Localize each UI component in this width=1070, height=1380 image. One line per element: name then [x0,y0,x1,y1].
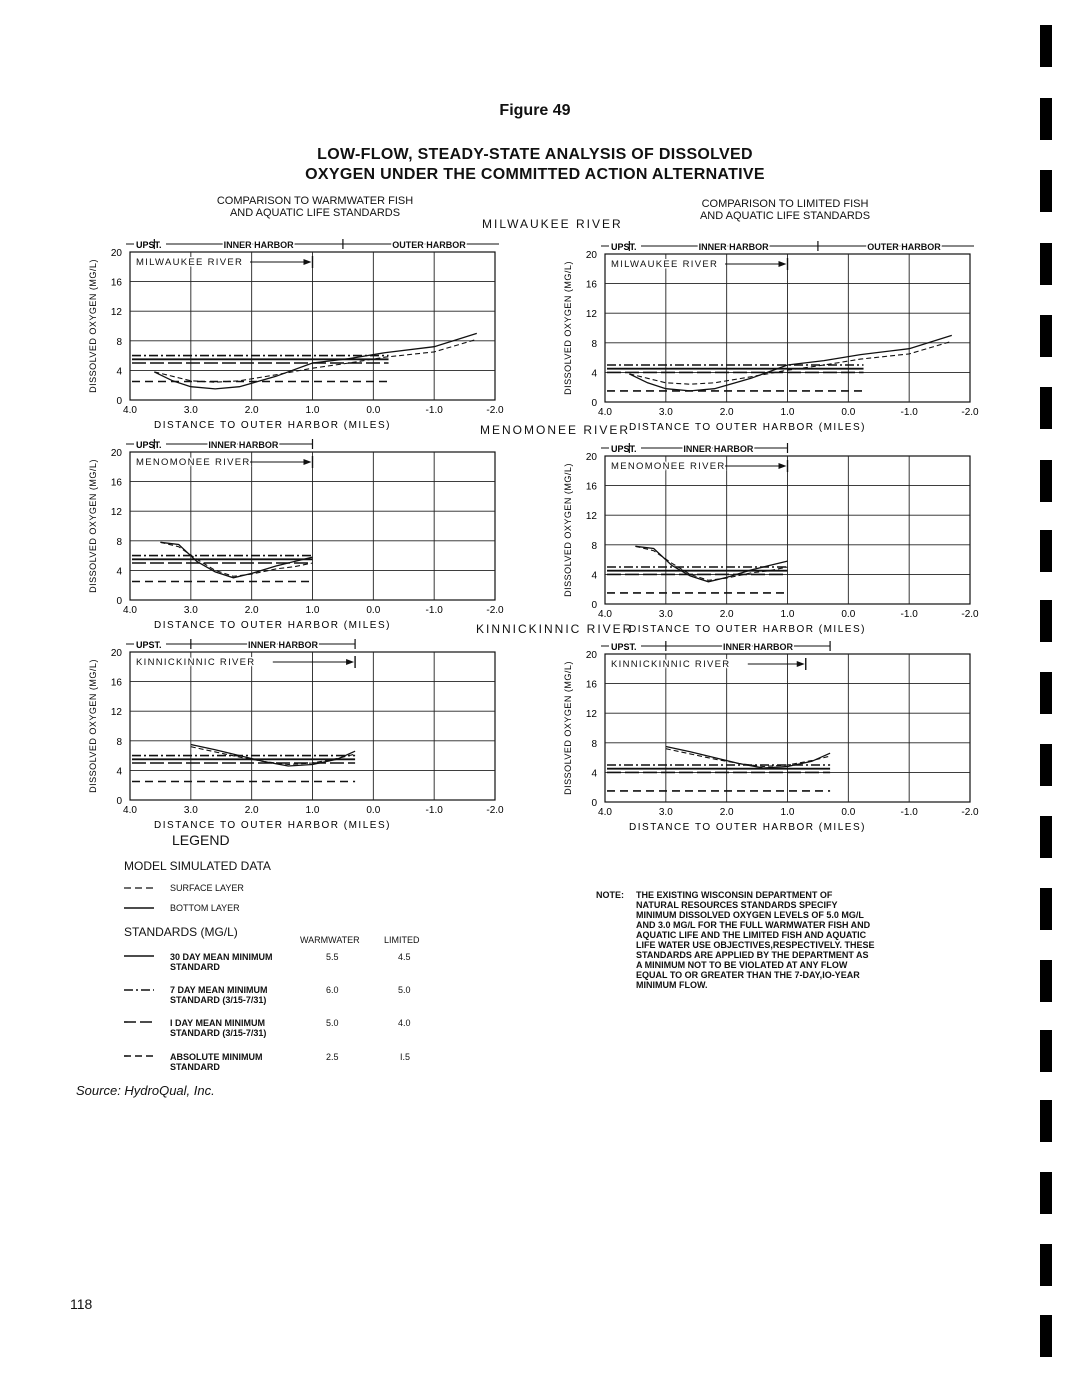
legend-standard-samples [124,950,160,1065]
river-label: KINNICKINNIC RIVER [136,657,256,668]
x-tick-label: -2.0 [486,405,504,416]
y-tick-label: 20 [110,248,122,259]
y-tick-label: 20 [585,250,597,261]
legend-row-label: ABSOLUTE MINIMUM [170,1052,263,1062]
y-tick-label: 4 [591,368,597,380]
left-header-line2: AND AQUATIC LIFE STANDARDS [229,207,401,219]
y-tick-label: 12 [585,709,597,721]
y-tick-label: 12 [585,309,597,321]
y-tick-label: 0 [116,396,122,407]
legend-line-samples [124,884,160,914]
y-tick-label: 20 [585,452,597,463]
x-tick-label: -2.0 [961,807,979,818]
legend-row-sublabel: STANDARD [170,962,220,972]
river-heading-menomonee: MENOMONEE RIVER [480,423,631,437]
x-tick-label: 3.0 [183,805,198,816]
river-heading-kinnickinnic: KINNICKINNIC RIVER [476,622,634,636]
y-axis-label: DISSOLVED OXYGEN (MG/L) [88,459,98,593]
series-surface-layer [629,341,952,384]
reach-label-inner-harbor: INNER HARBOR [223,240,294,250]
chart-kinnickinnic-limited [555,634,995,839]
x-axis-label: DISTANCE TO OUTER HARBOR (MILES) [154,620,391,631]
reach-label-upstream: UPST. [136,440,162,450]
y-tick-label: 0 [116,596,122,607]
y-tick-label: 8 [591,338,597,350]
x-tick-label: -1.0 [425,805,443,816]
legend-row-label: I DAY MEAN MINIMUM [170,1018,266,1028]
source-credit: Source: HydroQual, Inc. [76,1083,215,1098]
river-heading-milwaukee: MILWAUKEE RIVER [482,217,623,231]
reach-label-outer-harbor: OUTER HARBOR [392,240,466,250]
reach-label-upstream: UPST. [136,640,162,650]
x-tick-label: 0.0 [841,407,856,418]
x-tick-label: -1.0 [900,807,918,818]
legend-row-label: 30 DAY MEAN MINIMUM [170,952,273,962]
reach-label-inner-harbor: INNER HARBOR [683,444,754,454]
y-tick-label: 4 [591,768,597,780]
series-bottom-layer [154,333,477,389]
series-surface-layer [635,546,787,580]
right-column-header [650,198,920,222]
x-tick-label: 0.0 [841,609,856,620]
legend-surface-label: SURFACE LAYER [170,883,244,893]
x-tick-label: 0.0 [366,405,381,416]
reach-label-upstream: UPST. [611,642,637,652]
river-arrow-head [779,261,787,267]
legend-col-warmwater: WARMWATER [300,935,360,945]
right-header-line1: COMPARISON TO LIMITED FISH [701,198,869,210]
x-tick-label: 0.0 [841,807,856,818]
river-arrow-head [304,459,312,465]
river-arrow-head [304,259,312,265]
y-axis-label: DISSOLVED OXYGEN (MG/L) [88,659,98,793]
x-tick-label: 1.0 [305,405,320,416]
y-tick-label: 16 [585,481,597,493]
y-tick-label: 20 [585,650,597,661]
note-label: NOTE: [596,890,624,900]
figure-title-line1: LOW-FLOW, STEADY-STATE ANALYSIS OF DISSOLVED [317,146,753,163]
y-tick-label: 16 [110,277,122,289]
y-tick-label: 4 [116,566,122,578]
legend-bottom-label: BOTTOM LAYER [170,903,240,913]
y-axis-label: DISSOLVED OXYGEN (MG/L) [563,261,573,395]
y-axis-label: DISSOLVED OXYGEN (MG/L) [563,661,573,795]
x-tick-label: 3.0 [183,605,198,616]
x-axis-label: DISTANCE TO OUTER HARBOR (MILES) [629,822,866,833]
chart-milwaukee-warmwater [80,232,520,437]
y-tick-label: 16 [585,279,597,291]
x-axis-label: DISTANCE TO OUTER HARBOR (MILES) [154,420,391,431]
x-tick-label: 1.0 [305,805,320,816]
y-tick-label: 12 [110,307,122,319]
x-axis-label: DISTANCE TO OUTER HARBOR (MILES) [154,820,391,831]
legend-row-sublabel: STANDARD (3/15-7/31) [170,995,267,1005]
x-tick-label: -1.0 [425,605,443,616]
y-tick-label: 12 [110,507,122,519]
legend-model-heading: MODEL SIMULATED DATA [124,859,271,873]
chart-menomonee-warmwater [80,432,520,637]
y-tick-label: 4 [116,766,122,778]
x-tick-label: 2.0 [244,605,259,616]
left-column-header [180,195,450,219]
x-tick-label: 0.0 [366,805,381,816]
x-tick-label: 4.0 [123,605,137,616]
left-header-line1: COMPARISON TO WARMWATER FISH [216,195,414,207]
reach-label-inner-harbor: INNER HARBOR [722,642,793,652]
x-tick-label: -1.0 [900,407,918,418]
river-arrow-head [797,661,805,667]
legend-row-30day [170,952,273,972]
river-label: MENOMONEE RIVER [136,457,251,468]
figure-title-line2: OXYGEN UNDER THE COMMITTED ACTION ALTERNATIVE [305,166,765,183]
reach-label-upstream: UPST. [611,242,637,252]
river-label: MILWAUKEE RIVER [611,259,719,270]
reach-label-upstream: UPST. [136,240,162,250]
x-tick-label: 4.0 [598,609,612,620]
y-tick-label: 8 [116,536,122,548]
y-tick-label: 0 [591,398,597,409]
x-tick-label: 3.0 [658,407,673,418]
legend-row-sublabel: STANDARD (3/15-7/31) [170,1028,267,1038]
figure-label: Figure 49 [499,102,571,119]
reach-label-upstream: UPST. [611,444,637,454]
y-tick-label: 16 [110,677,122,689]
y-axis-label: DISSOLVED OXYGEN (MG/L) [563,463,573,597]
x-tick-label: 0.0 [366,605,381,616]
y-tick-label: 4 [116,366,122,378]
y-tick-label: 4 [591,570,597,582]
x-tick-label: 1.0 [780,609,795,620]
y-tick-label: 20 [110,448,122,459]
x-tick-label: 2.0 [719,609,734,620]
legend-value-warm-30day: 5.5 [326,952,339,962]
x-tick-label: 3.0 [658,609,673,620]
y-tick-label: 8 [591,738,597,750]
x-axis-label: DISTANCE TO OUTER HARBOR (MILES) [629,422,866,433]
x-tick-label: 1.0 [780,807,795,818]
y-tick-label: 12 [110,707,122,719]
reach-label-outer-harbor: OUTER HARBOR [867,242,941,252]
river-label: MILWAUKEE RIVER [136,257,244,268]
y-axis-label: DISSOLVED OXYGEN (MG/L) [88,259,98,393]
x-tick-label: -2.0 [486,605,504,616]
series-bottom-layer [635,546,787,582]
legend-value-lim-30day: 4.5 [398,952,411,962]
series-bottom-layer [629,335,952,391]
series-surface-layer [154,339,477,382]
y-tick-label: 20 [110,648,122,659]
x-axis-label: DISTANCE TO OUTER HARBOR (MILES) [629,624,866,635]
y-tick-label: 8 [116,736,122,748]
note-text: THE EXISTING WISCONSIN DEPARTMENT OF NATURAL RESOURCES STANDARDS SPECIFY MINIMUM DISSOLVED OXYGEN LEVELS OF 5.0 MG/L AND 3.0 MG/L FOR THE FULL WARMWATER FISH AND AQUATIC LIFE AND THE LIMITED FISH AND AQUATIC LIFE WATER USE OBJECTIVES,RESPECTIVELY. THESE STANDARDS ARE APPLIED BY THE DEPARTMENT AS A MINIMUM NOT TO BE VIOLATED AT ANY FLOW EQUAL TO OR GREATER THAN THE 7-DAY,IO-YEAR MINIMUM FLOW. [636,890,875,990]
y-tick-label: 12 [585,511,597,523]
legend-row-7day [170,985,268,1005]
legend-value-lim-absolute: I.5 [400,1052,411,1062]
river-arrow-head [779,463,787,469]
legend-standards-heading: STANDARDS (MG/L) [124,925,238,939]
y-tick-label: 8 [116,336,122,348]
river-label: MENOMONEE RIVER [611,461,726,472]
chart-kinnickinnic-warmwater [80,632,520,837]
chart-milwaukee-limited [555,234,995,439]
legend-heading: LEGEND [172,832,230,848]
x-tick-label: -1.0 [425,405,443,416]
legend-value-warm-absolute: 2.5 [326,1052,339,1062]
y-tick-label: 0 [591,798,597,809]
page-number: 118 [70,1296,93,1312]
legend-row-1day [170,1018,266,1038]
legend-value-warm-1day: 5.0 [326,1018,339,1028]
y-tick-label: 16 [585,679,597,691]
y-tick-label: 8 [591,540,597,552]
legend-row-absolute [170,1052,263,1072]
river-label: KINNICKINNIC RIVER [611,659,731,670]
legend-row-label: 7 DAY MEAN MINIMUM [170,985,268,995]
reach-label-inner-harbor: INNER HARBOR [247,640,318,650]
x-tick-label: 4.0 [598,407,612,418]
legend-row-sublabel: STANDARD [170,1062,220,1072]
reach-label-inner-harbor: INNER HARBOR [208,440,279,450]
x-tick-label: 3.0 [658,807,673,818]
x-tick-label: 3.0 [183,405,198,416]
y-tick-label: 0 [116,796,122,807]
x-tick-label: 1.0 [305,605,320,616]
reach-label-inner-harbor: INNER HARBOR [698,242,769,252]
x-tick-label: 2.0 [244,805,259,816]
chart-menomonee-limited [555,436,995,641]
x-tick-label: -2.0 [486,805,504,816]
x-tick-label: 2.0 [719,407,734,418]
legend-value-warm-7day: 6.0 [326,985,339,995]
y-tick-label: 0 [591,600,597,611]
x-tick-label: 4.0 [123,405,137,416]
river-arrow-head [346,659,354,665]
x-tick-label: 4.0 [598,807,612,818]
x-tick-label: 1.0 [780,407,795,418]
x-tick-label: -2.0 [961,407,979,418]
legend-value-lim-1day: 4.0 [398,1018,411,1028]
right-header-line2: AND AQUATIC LIFE STANDARDS [699,210,871,222]
x-tick-label: 2.0 [719,807,734,818]
y-tick-label: 16 [110,477,122,489]
legend-col-limited: LIMITED [384,935,420,945]
series-bottom-layer [666,747,830,769]
x-tick-label: 2.0 [244,405,259,416]
legend-value-lim-7day: 5.0 [398,985,411,995]
x-tick-label: -1.0 [900,609,918,620]
x-tick-label: 4.0 [123,805,137,816]
x-tick-label: -2.0 [961,609,979,620]
